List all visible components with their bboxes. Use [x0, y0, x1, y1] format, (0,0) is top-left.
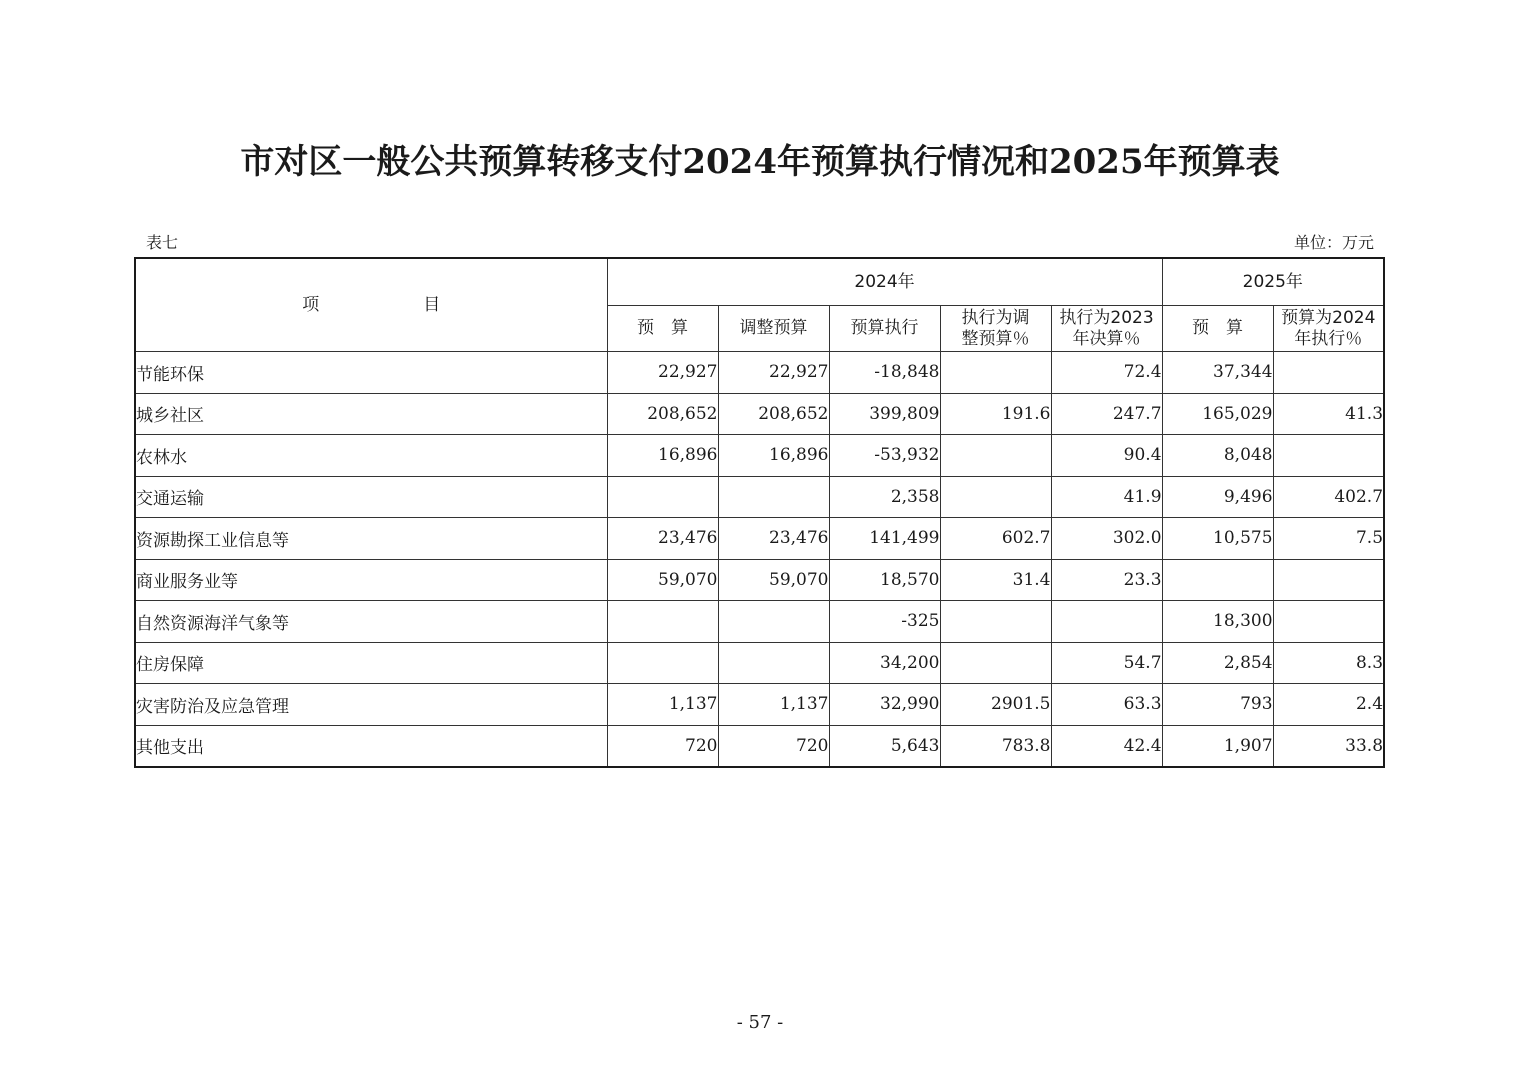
cell-pct-2024 [1273, 601, 1384, 643]
cell-pct-2024: 33.8 [1273, 725, 1384, 767]
cell-adjusted: 16,896 [718, 435, 829, 477]
cell-budget-2025: 2,854 [1162, 642, 1273, 684]
table-row [135, 725, 1384, 767]
cell-execution: 399,809 [829, 393, 940, 435]
cell-pct-adjusted: 783.8 [940, 725, 1051, 767]
cell-pct-2024 [1273, 559, 1384, 601]
table-row [135, 601, 1384, 643]
cell-budget: 22,927 [607, 352, 718, 394]
cell-pct-2024: 7.5 [1273, 518, 1384, 560]
cell-pct-2024: 41.3 [1273, 393, 1384, 435]
row-name: 商业服务业等 [135, 559, 607, 601]
header-exec-vs-2023 [1051, 306, 1162, 352]
cell-budget: 720 [607, 725, 718, 767]
cell-execution: 32,990 [829, 684, 940, 726]
cell-adjusted [718, 601, 829, 643]
cell-adjusted: 1,137 [718, 684, 829, 726]
table-row [135, 642, 1384, 684]
cell-budget-2025: 9,496 [1162, 476, 1273, 518]
cell-execution: 141,499 [829, 518, 940, 560]
cell-budget: 208,652 [607, 393, 718, 435]
cell-pct-adjusted [940, 476, 1051, 518]
cell-pct-adjusted: 602.7 [940, 518, 1051, 560]
cell-execution: -53,932 [829, 435, 940, 477]
header-year-2024: 2024年 [607, 258, 1162, 306]
row-name: 农林水 [135, 435, 607, 477]
cell-pct-2023: 63.3 [1051, 684, 1162, 726]
cell-execution: -325 [829, 601, 940, 643]
cell-budget-2025: 18,300 [1162, 601, 1273, 643]
header-exec-vs-adjusted-line2: 整预算％ [961, 328, 1030, 349]
header-execution: 预算执行 [829, 306, 940, 352]
cell-budget: 23,476 [607, 518, 718, 560]
header-exec-vs-adjusted [940, 306, 1051, 352]
cell-budget: 1,137 [607, 684, 718, 726]
cell-budget [607, 476, 718, 518]
row-name: 资源勘探工业信息等 [135, 518, 607, 560]
table-row [135, 518, 1384, 560]
cell-adjusted [718, 476, 829, 518]
header-exec-vs-adjusted-line1: 执行为调 [961, 307, 1030, 328]
cell-pct-2023: 54.7 [1051, 642, 1162, 684]
budget-table [134, 257, 1385, 768]
cell-pct-2023 [1051, 601, 1162, 643]
cell-pct-2024: 2.4 [1273, 684, 1384, 726]
cell-budget: 16,896 [607, 435, 718, 477]
header-budget-vs-2024-line2: 年执行％ [1294, 328, 1363, 349]
page-title: 市对区一般公共预算转移支付2024年预算执行情况和2025年预算表 [240, 142, 1280, 182]
table-row [135, 393, 1384, 435]
table-row [135, 476, 1384, 518]
cell-budget [607, 642, 718, 684]
cell-pct-adjusted: 191.6 [940, 393, 1051, 435]
cell-execution: 5,643 [829, 725, 940, 767]
row-name: 城乡社区 [135, 393, 607, 435]
row-name: 住房保障 [135, 642, 607, 684]
cell-execution: 34,200 [829, 642, 940, 684]
cell-pct-2023: 42.4 [1051, 725, 1162, 767]
cell-pct-adjusted [940, 352, 1051, 394]
row-name: 自然资源海洋气象等 [135, 601, 607, 643]
header-budget-vs-2024 [1273, 306, 1384, 352]
page-number: - 57 - [736, 1012, 784, 1033]
table-row [135, 684, 1384, 726]
cell-pct-2023: 90.4 [1051, 435, 1162, 477]
table-row [135, 435, 1384, 477]
cell-budget-2025: 8,048 [1162, 435, 1273, 477]
cell-pct-adjusted: 2901.5 [940, 684, 1051, 726]
unit-label: 单位：万元 [1293, 233, 1374, 252]
header-item-char-2: 目 [423, 294, 441, 315]
cell-pct-adjusted: 31.4 [940, 559, 1051, 601]
header-exec-vs-2023-line2: 年决算％ [1072, 328, 1141, 349]
cell-adjusted: 208,652 [718, 393, 829, 435]
cell-pct-adjusted [940, 642, 1051, 684]
cell-pct-2024: 8.3 [1273, 642, 1384, 684]
cell-budget-2025: 793 [1162, 684, 1273, 726]
table-row [135, 559, 1384, 601]
cell-adjusted: 59,070 [718, 559, 829, 601]
cell-budget-2025: 10,575 [1162, 518, 1273, 560]
cell-pct-2023: 23.3 [1051, 559, 1162, 601]
header-item-char-1: 项 [302, 294, 320, 315]
cell-pct-2023: 72.4 [1051, 352, 1162, 394]
header-budget-2025: 预 算 [1162, 306, 1273, 352]
table-number: 表七 [146, 233, 179, 252]
cell-adjusted [718, 642, 829, 684]
cell-pct-2024 [1273, 352, 1384, 394]
table-row [135, 352, 1384, 394]
cell-budget-2025: 37,344 [1162, 352, 1273, 394]
cell-budget-2025: 1,907 [1162, 725, 1273, 767]
cell-execution: -18,848 [829, 352, 940, 394]
cell-budget: 59,070 [607, 559, 718, 601]
cell-budget [607, 601, 718, 643]
header-adjusted-budget: 调整预算 [718, 306, 829, 352]
cell-adjusted: 22,927 [718, 352, 829, 394]
cell-pct-2023: 302.0 [1051, 518, 1162, 560]
cell-pct-2023: 247.7 [1051, 393, 1162, 435]
cell-pct-2024 [1273, 435, 1384, 477]
cell-budget-2025: 165,029 [1162, 393, 1273, 435]
header-budget-vs-2024-line1: 预算为2024 [1281, 307, 1376, 328]
row-name: 其他支出 [135, 725, 607, 767]
row-name: 节能环保 [135, 352, 607, 394]
row-name: 灾害防治及应急管理 [135, 684, 607, 726]
header-budget-2024: 预 算 [607, 306, 718, 352]
header-exec-vs-2023-line1: 执行为2023 [1059, 307, 1154, 328]
header-row-1 [135, 258, 1384, 306]
cell-pct-2024: 402.7 [1273, 476, 1384, 518]
cell-budget-2025 [1162, 559, 1273, 601]
cell-pct-adjusted [940, 601, 1051, 643]
cell-adjusted: 720 [718, 725, 829, 767]
cell-adjusted: 23,476 [718, 518, 829, 560]
cell-execution: 2,358 [829, 476, 940, 518]
header-item [135, 258, 607, 352]
header-year-2025: 2025年 [1162, 258, 1384, 306]
cell-pct-adjusted [940, 435, 1051, 477]
cell-pct-2023: 41.9 [1051, 476, 1162, 518]
row-name: 交通运输 [135, 476, 607, 518]
cell-execution: 18,570 [829, 559, 940, 601]
